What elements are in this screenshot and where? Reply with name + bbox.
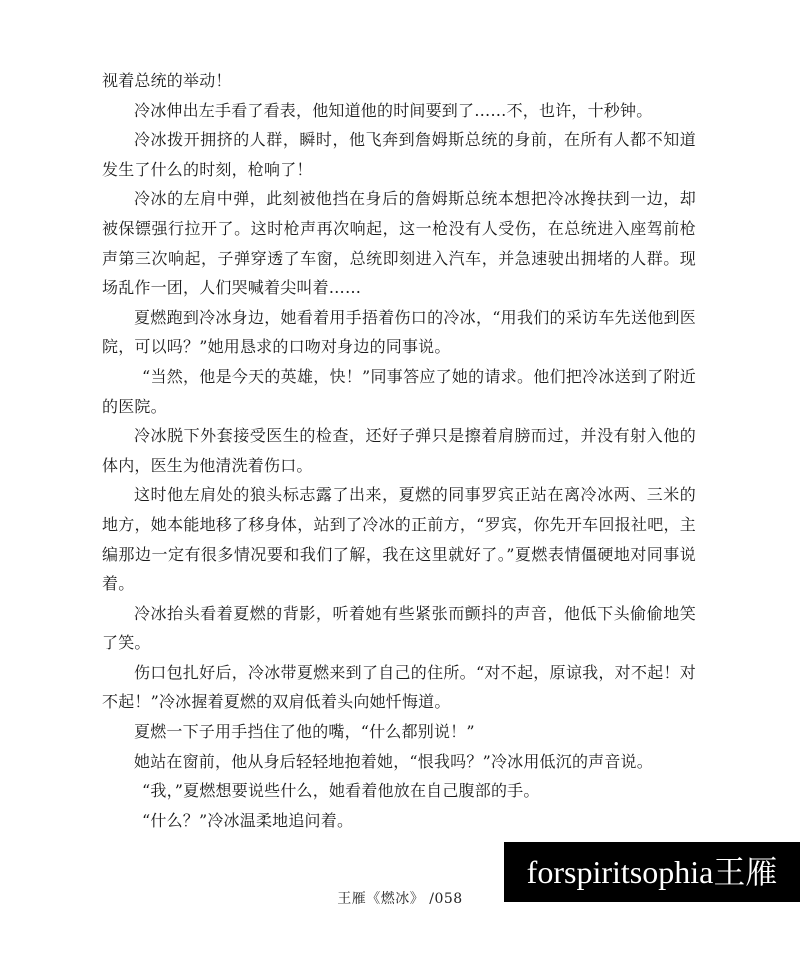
paragraph: 这时他左肩处的狼头标志露了出来，夏燃的同事罗宾正站在离冷冰两、三米的地方，她本能地移了移身体，站到了冷冰的正前方，“罗宾，你先开车回报社吧，主编那边一定有很多情况要和我们了解，我在这里就好了。”夏燃表情僵硬地对同事说着。	[102, 485, 696, 594]
paragraph: 夏燃一下子用手挡住了他的嘴，“什么都别说！”	[134, 722, 475, 742]
paragraph: 视着总统的举动！	[102, 71, 232, 90]
paragraph: 冷冰拨开拥挤的人群，瞬时，他飞奔到詹姆斯总统的身前，在所有人都不知道发生了什么的时刻，枪响了！	[102, 130, 696, 179]
footer-author: 王雁	[337, 891, 367, 907]
paragraph: 伤口包扎好后，冷冰带夏燃来到了自己的住所。“对不起，原谅我，对不起！对不起！”冷冰握着夏燃的双肩低着头向她忏悔道。	[102, 662, 696, 712]
paragraph: 冷冰脱下外套接受医生的检查，还好子弹只是擦着肩膀而过，并没有射入他的体内，医生为他清洗着伤口。	[102, 426, 696, 475]
paragraph: 冷冰抬头看着夏燃的背影，听着她有些紧张而颤抖的声音，他低下头偷偷地笑了笑。	[102, 603, 696, 653]
footer-page-number: /058	[429, 891, 463, 907]
paragraph: 夏燃跑到冷冰身边，她看着用手捂着伤口的冷冰，“用我们的采访车先送他到医院，可以吗？”她用恳求的口吻对身边的同事说。	[102, 307, 696, 357]
paragraph: “我，”夏燃想要说些什么，她看着他放在自己腹部的手。	[142, 781, 540, 801]
paragraph: 冷冰伸出左手看了看表，他知道他的时间要到了……不，也许，十秒钟。	[134, 100, 653, 120]
paragraph: “当然，他是今天的英雄，快！”同事答应了她的请求。他们把冷冰送到了附近的医院。	[102, 366, 696, 416]
page-body	[102, 66, 696, 835]
watermark-banner: forspiritsophia王雁	[504, 842, 800, 902]
footer-book-title: 《燃冰》	[366, 891, 425, 907]
paragraph: “什么？”冷冰温柔地追问着。	[142, 810, 354, 830]
paragraph: 冷冰的左肩中弹，此刻被他挡在身后的詹姆斯总统本想把冷冰搀扶到一边，却被保镖强行拉开了。这时枪声再次响起，这一枪没有人受伤，在总统进入座驾前枪声第三次响起，子弹穿透了车窗，总统即刻进入汽车，并急速驶出拥堵的人群。现场乱作一团，人们哭喊着尖叫着……	[102, 189, 696, 298]
paragraph: 她站在窗前，他从身后轻轻地抱着她，“恨我吗？”冷冰用低沉的声音说。	[134, 751, 653, 771]
